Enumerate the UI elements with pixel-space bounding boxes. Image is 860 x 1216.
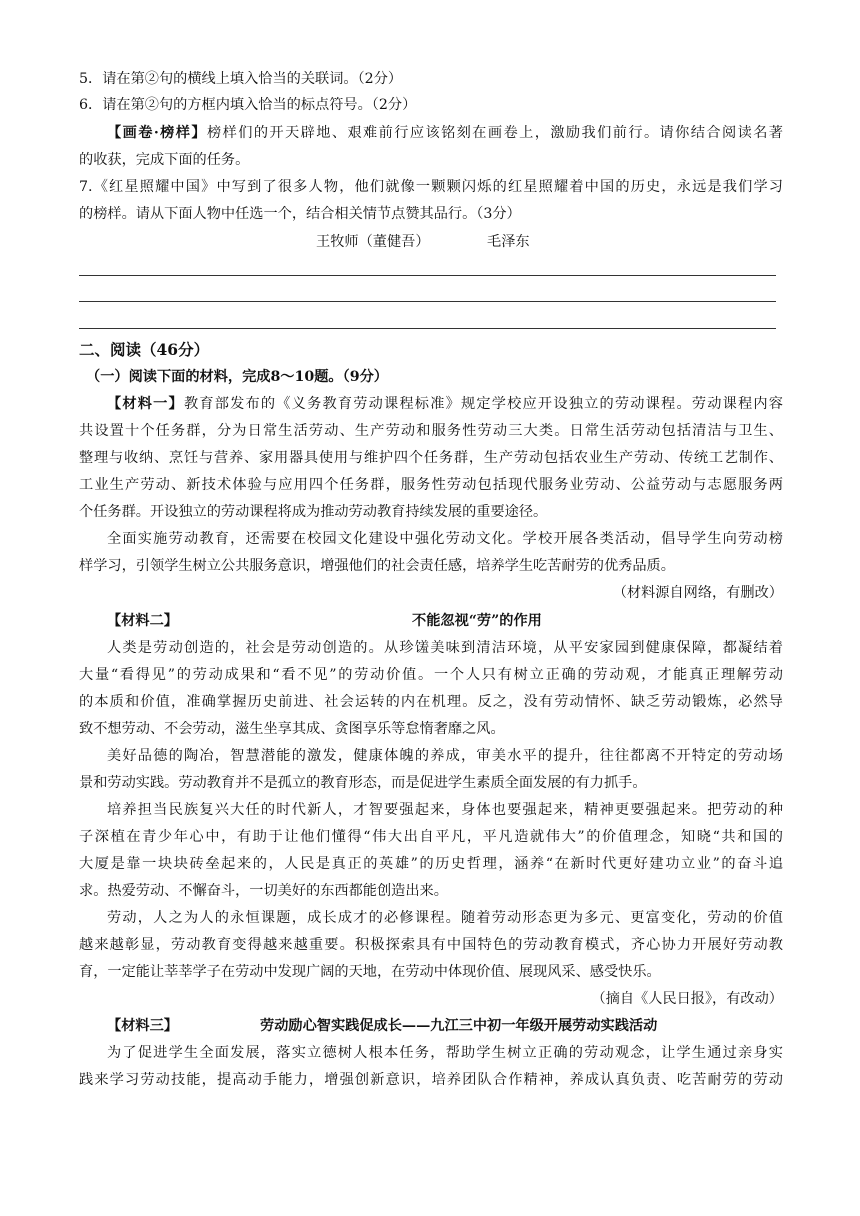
m1-line-7: 样学习，引领学生树立公共服务意识，增强他们的社会责任感，培养学生吃苦耐劳的优秀品质。 xyxy=(79,558,675,574)
huajuan-text-1: 榜样们的开天辟地、艰难前行应该铭刻在画卷上，激励我们前行。请你结合阅读名著 xyxy=(207,125,783,141)
m1-line-6: 全面实施劳动教育，还需要在校园文化建设中强化劳动文化。学校开展各类活动，倡导学生向劳动榜 xyxy=(107,531,783,547)
m3-tag: 【材料三】 xyxy=(107,1018,178,1034)
question-6: 6．请在第②句的方框内填入恰当的标点符号。（2分） xyxy=(79,97,417,113)
m2-line-12: 越来越彰显，劳动教育变得越来越重要。积极探索具有中国特色的劳动教育模式，齐心协力开展好劳动教 xyxy=(79,937,783,953)
m2-line-2: 大量“看得见”的劳动成果和“看不见”的劳动价值。一个人只有树立正确的劳动观，才能真正理解劳动 xyxy=(79,667,783,683)
m1-text-1: 教育部发布的《义务教育劳动课程标准》规定学校应开设独立的劳动课程。劳动课程内容 xyxy=(183,396,783,412)
question-7-line-2: 的榜样。请从下面人物中任选一个，结合相关情节点赞其品行。（3分） xyxy=(79,206,521,222)
m3-line-2: 践来学习劳动技能，提高动手能力，增强创新意识，培养团队合作精神，养成认真负责、吃苦耐劳的劳动 xyxy=(79,1072,783,1088)
q7-option-2: 毛泽东 xyxy=(487,234,530,250)
m1-line-2: 共设置十个任务群，分为日常生活劳动、生产劳动和服务性劳动三大类。日常生活劳动包括清洁与卫生、 xyxy=(79,423,783,439)
answer-line-2[interactable] xyxy=(79,301,776,302)
m1-line-4: 工业生产劳动、新技术体验与应用四个任务群，服务性劳动包括现代服务业劳动、公益劳动与志愿服务两 xyxy=(79,477,783,493)
m2-line-11: 劳动，人之为人的永恒课题，成长成才的必修课程。随着劳动形态更为多元、更富变化，劳动的价值 xyxy=(107,910,783,926)
m3-line-1: 为了促进学生全面发展，落实立德树人根本任务，帮助学生树立正确的劳动观念，让学生通过亲身实 xyxy=(107,1045,783,1061)
answer-line-3[interactable] xyxy=(79,328,776,329)
m1-line-1 xyxy=(107,394,783,414)
m1-line-5: 个任务群。开设独立的劳动课程将成为推动劳动教育持续发展的重要途径。 xyxy=(79,504,548,520)
m2-line-13: 育，一定能让莘莘学子在劳动中发现广阔的天地，在劳动中体现价值、展现风采、感受快乐。 xyxy=(79,964,661,980)
m1-source: （材料源自网络，有删改） xyxy=(612,585,783,601)
m2-line-7: 培养担当民族复兴大任的时代新人，才智要强起来，身体也要强起来，精神更要强起来。把劳动的种 xyxy=(107,802,783,818)
answer-line-1[interactable] xyxy=(79,275,776,276)
m2-source: （摘自《人民日报》，有改动） xyxy=(591,991,783,1007)
part-1-heading: （一）阅读下面的材料，完成8～10题。（9分） xyxy=(86,369,388,385)
m2-line-8: 子深植在青少年心中，有助于让他们懂得“伟大出自平凡，平凡造就伟大”的价值理念，知晓“共和国的 xyxy=(79,829,783,845)
m2-line-3: 的本质和价值，准确掌握历史前进、社会运转的内在机理。反之，没有劳动情怀、缺乏劳动锻炼，必然导 xyxy=(79,694,783,710)
section-heading-reading: 二、阅读（46分） xyxy=(79,340,210,359)
m1-line-3: 整理与收纳、烹饪与营养、家用器具使用与维护四个任务群，生产劳动包括农业生产劳动、传统工艺制作、 xyxy=(79,450,783,466)
huajuan-tag: 【画卷·榜样】 xyxy=(107,125,207,141)
m1-tag: 【材料一】 xyxy=(107,396,184,412)
m2-tag: 【材料二】 xyxy=(107,613,178,629)
m2-line-1: 人类是劳动创造的，社会是劳动创造的。从珍馐美味到清洁环境，从平安家园到健康保障，都凝结着 xyxy=(107,640,783,656)
m2-line-6: 景和劳动实践。劳动教育并不是孤立的教育形态，而是促进学生素质全面发展的有力抓手。 xyxy=(79,775,647,791)
question-5: 5．请在第②句的横线上填入恰当的关联词。（2分） xyxy=(79,71,403,87)
q7-option-1: 王牧师（董健吾） xyxy=(316,234,430,250)
m2-line-4: 致不想劳动、不会劳动，滋生坐享其成、贪图享乐等怠惰奢靡之风。 xyxy=(79,721,505,737)
m2-line-5: 美好品德的陶冶，智慧潜能的激发，健康体魄的养成，审美水平的提升，往往都离不开特定的劳动场 xyxy=(107,748,783,764)
m2-title: 不能忽视“劳”的作用 xyxy=(412,613,542,629)
m3-title: 劳动励心智实践促成长——九江三中初一年级开展劳动实践活动 xyxy=(260,1018,658,1034)
huajuan-line-1 xyxy=(107,123,783,143)
huajuan-line-2: 的收获，完成下面的任务。 xyxy=(79,152,250,168)
m2-line-9: 大厦是靠一块块砖垒起来的，人民是真正的英雄”的历史哲理，涵养“在新时代更好建功立业”的奋斗追 xyxy=(79,856,783,872)
question-7-line-1: 7.《红星照耀中国》中写到了很多人物，他们就像一颗颗闪烁的红星照耀着中国的历史，永远是我们学习 xyxy=(79,179,783,195)
m2-line-10: 求。热爱劳动、不懈奋斗，一切美好的东西都能创造出来。 xyxy=(79,883,448,899)
